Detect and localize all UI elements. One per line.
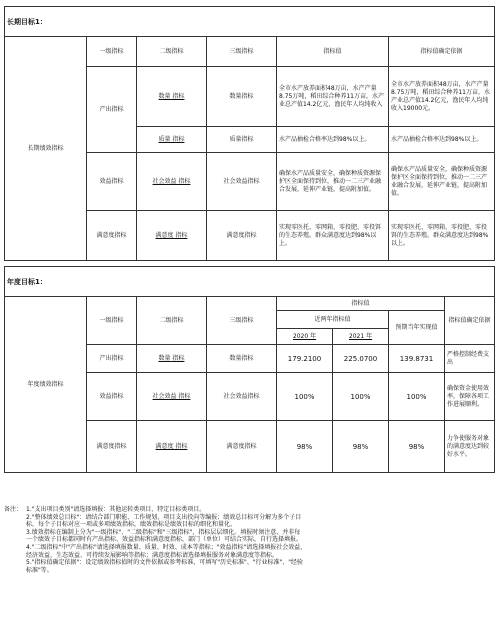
header-l3: 三级指标: [207, 37, 277, 67]
long-term-table: [4, 6, 495, 261]
note-line: 1."支出项目类别"请选择填报：其他运转类项目、特定目标类项目。: [26, 506, 206, 513]
header-l3: 三级指标: [207, 297, 277, 345]
an-row-expected: 139.8731: [389, 345, 445, 373]
header-l2: 二级指标: [137, 297, 207, 345]
an-row-l1: 满意度指标: [87, 421, 137, 473]
an-row-basis: 力争使服务对象的满意度达到较好水平。: [445, 421, 495, 473]
header-basis: 指标值确定依据: [445, 297, 495, 345]
header-value: 指标值: [277, 37, 389, 67]
lt-row-l3: 社会效益指标: [207, 153, 277, 211]
an-row-expected: 100%: [389, 373, 445, 421]
lt-row-l2: 数量 指标: [137, 67, 207, 127]
note-line: 一个绩效子目标都同时有产出指标、效益指标和满意度指标，部门（单位）可结合实际，自行选择填报。: [26, 536, 303, 544]
an-row-2021: 98%: [333, 421, 389, 473]
annual-row-header: 年度绩效指标: [5, 297, 87, 473]
an-row-l3: 社会效益指标: [207, 373, 277, 421]
an-row-2021: 100%: [333, 373, 389, 421]
header-past-group: 近两年指标值: [277, 311, 389, 329]
lt-row-l2: 质量 指标: [137, 127, 207, 153]
lt-row-l3: 质量指标: [207, 127, 277, 153]
note-line: 标，每个子目标对应一项或多项绩效指标，绩效指标是绩效目标的细化和量化。: [26, 521, 237, 529]
an-row-l2: 社会效益 指标: [137, 373, 207, 421]
header-value-group: 指标值: [277, 297, 445, 311]
note-line: 3.绩效指标在编制上分为"一级指标"、"二级指标"和"三级指标"，指标层层细化。填报时须注意，并非每: [26, 528, 301, 536]
lt-row-l1: 满意度指标: [87, 211, 137, 261]
an-row-l1: 效益指标: [87, 373, 137, 421]
long-term-row-header: 长期绩效指标: [5, 37, 87, 261]
note-line: 4."二级指标"中"产出指标"请选择填报数量、质量、时效、成本等指标；"效益指标"请选择填报社会效益、: [26, 543, 307, 551]
an-row-2020: 100%: [277, 373, 333, 421]
lt-row-l3: 满意度指标: [207, 211, 277, 261]
notes-label: 备注：: [4, 506, 23, 513]
lt-row-l1: 效益指标: [87, 153, 137, 211]
note-line: 标准"等。: [26, 566, 53, 574]
an-row-l2: 数量 指标: [137, 345, 207, 373]
lt-row-basis: 实现零医托、零网箱、零投肥、零投饵的生态养殖。群众满意度达到98%以上。: [389, 211, 495, 261]
an-row-2020: 98%: [277, 421, 333, 473]
lt-row-basis: 水产品抽检合格率达到98%以上。: [389, 127, 495, 153]
note-line: 5."指标值确定依据"：设定绩效指标值时的文件依据或参考标准，可填写"历史标准"、"行业标准"、"经验: [26, 559, 304, 567]
lt-row-value: 实现零医托、零网箱、零投肥、零投饵的生态养殖。群众满意度达到98%以上。: [277, 211, 389, 261]
lt-row-basis: 确保水产品质量安全，确保种质资源保护区全面保持到位，推动一二三产业融合发展，延伸产业链，提高附加值。: [389, 153, 495, 211]
lt-row-value: 全市水产放养面积48万亩，水产产量8.75万吨，稻田综合种养11万亩，水产业总产值14.2亿元，渔民年人均纯收入: [277, 67, 389, 127]
lt-row-l3: 数量指标: [207, 67, 277, 127]
an-row-l3: 满意度指标: [207, 421, 277, 473]
an-row-expected: 98%: [389, 421, 445, 473]
long-term-section-title: 长期目标1：: [5, 7, 495, 37]
annual-table: [4, 266, 495, 473]
note-line: 经济效益、生态效益、可持续发展影响等指标；满意度指标请选择填报服务对象满意度等指标。: [26, 551, 279, 559]
header-l1: 一级指标: [87, 297, 137, 345]
lt-row-value: 水产品抽检合格率达到98%以上。: [277, 127, 389, 153]
an-row-basis: 确保资金使用效率，保障各项工作进展顺利。: [445, 373, 495, 421]
header-l2: 二级指标: [137, 37, 207, 67]
annual-section-title: 年度目标1：: [5, 267, 495, 297]
lt-row-l2: 满意度 指标: [137, 211, 207, 261]
header-year-2020: 2020 年: [277, 329, 333, 345]
an-row-l1: 产出指标: [87, 345, 137, 373]
lt-row-l1: 产出指标: [87, 67, 137, 153]
lt-row-value: 确保水产品质量安全，确保种质资源保护区全面保持到位，推动一二三产业融合发展，延伸产业链，提高附加值。: [277, 153, 389, 211]
lt-row-basis: 全市水产放养面积48万亩，水产产量8.75万吨，稻田综合种养11万亩，水产业总产值14.2亿元，渔民年人均纯收入19000元。: [389, 67, 495, 127]
an-row-l2: 满意度 指标: [137, 421, 207, 473]
notes: [4, 506, 490, 574]
an-row-l3: 数量指标: [207, 345, 277, 373]
lt-row-l2: 社会效益 指标: [137, 153, 207, 211]
header-expected: 预期当年实现值: [389, 311, 445, 345]
note-line: 2."整体绩效总目标"：请结合部门职能、工作规划、项目支出投向等编报；绩效总目标可分解为多个子目: [26, 513, 302, 521]
header-l1: 一级指标: [87, 37, 137, 67]
an-row-2020: 179.2100: [277, 345, 333, 373]
header-year-2021: 2021 年: [333, 329, 389, 345]
header-basis: 指标值确定依据: [389, 37, 495, 67]
an-row-basis: 严格控制经费支出: [445, 345, 495, 373]
an-row-2021: 225.0700: [333, 345, 389, 373]
